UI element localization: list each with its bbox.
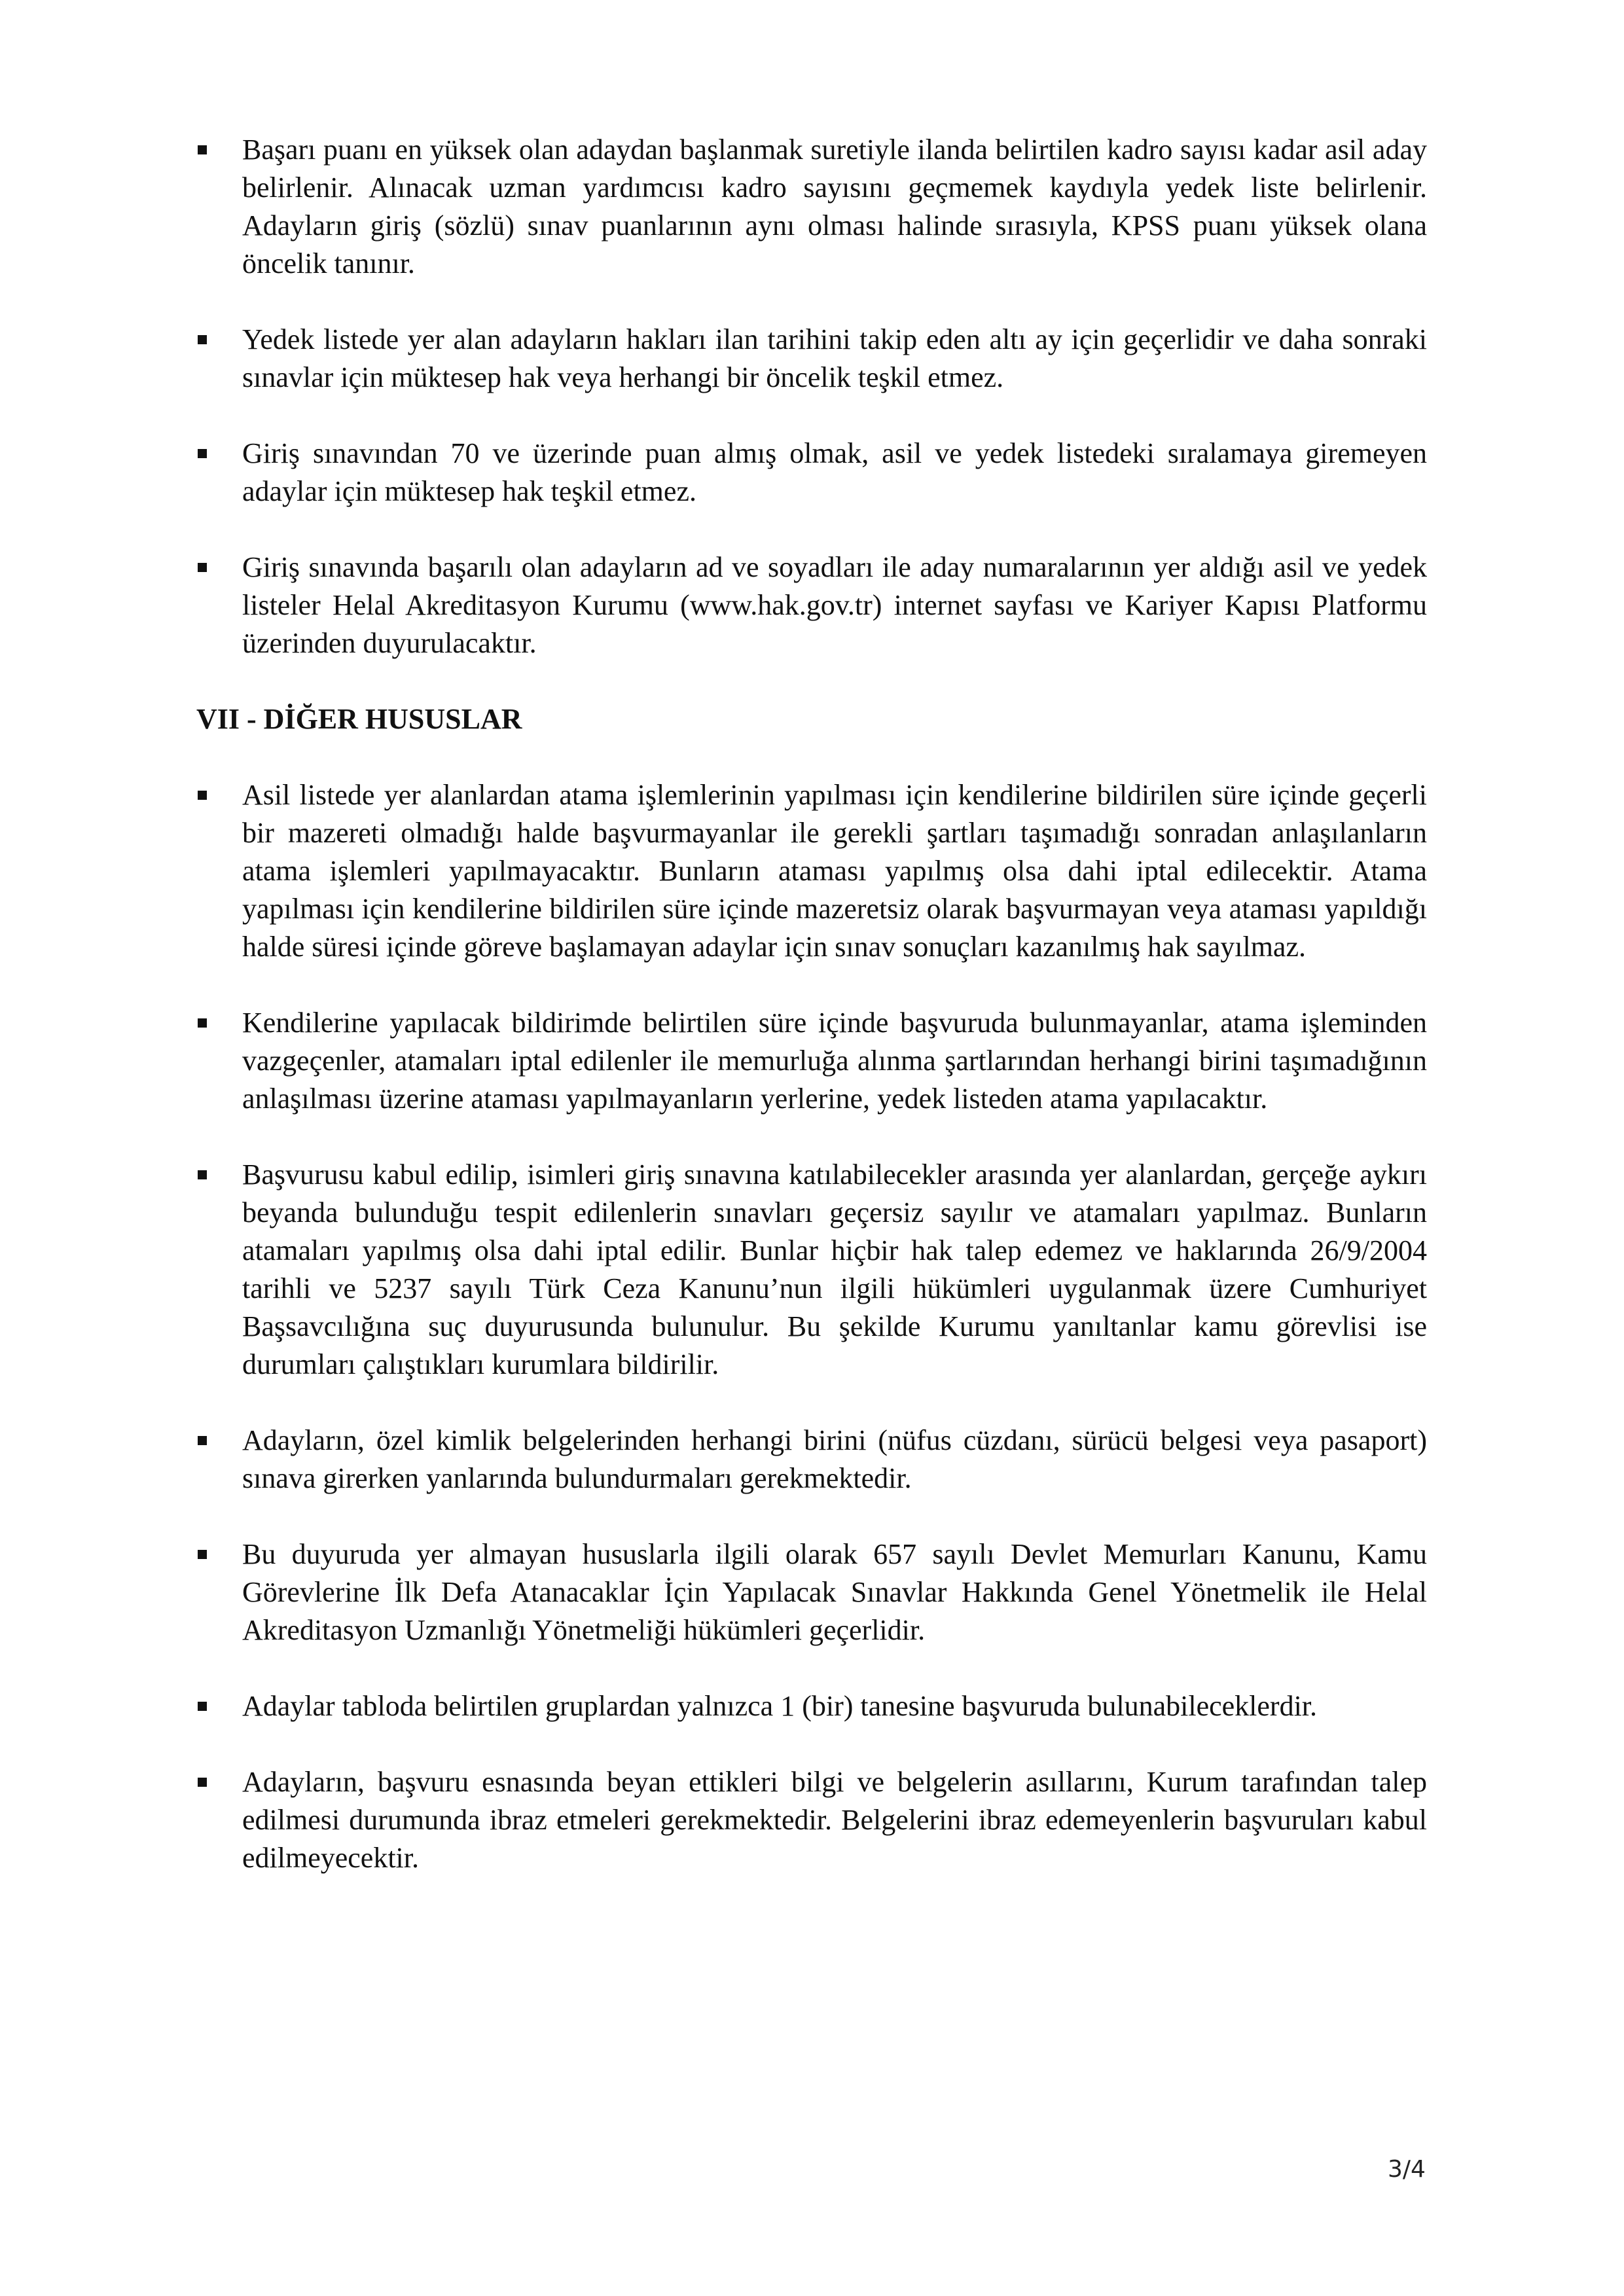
list-item-text: Yedek listede yer alan adayların hakları ilan tarihini takip eden altı ay için geçerlidir ve daha sonraki sınavlar için müktesep hak veya herhangi bir öncelik teşkil etmez. [242, 323, 1427, 393]
list-item-text: Asil listede yer alanlardan atama işlemlerinin yapılması için kendilerine bildirilen süre içinde geçerli bir mazereti olmadığı halde başvurmayanlar ile gerekli şartları taşımadığı sonradan anlaşılanların atama işlemleri yapılmayacaktır. Bunların ataması yapılmış olsa dahi iptal edilecektir. Atama yapılması için kendilerine bildirilen süre içinde mazeretsiz olarak başvurmayan veya ataması yapıldığı halde süresi içinde göreve başlamayan adaylar için sınav sonuçları kazanılmış hak sayılmaz. [242, 779, 1427, 963]
document-page [196, 131, 1427, 1915]
list-item-text: Bu duyuruda yer almayan hususlarla ilgili olarak 657 sayılı Devlet Memurları Kanunu, Kamu Görevlerine İlk Defa Atanacaklar İçin Yapılacak Sınavlar Hakkında Genel Yönetmelik ile Helal Akreditasyon Uzmanlığı Yönetmeliği hükümleri geçerlidir. [242, 1538, 1427, 1646]
list-item [196, 321, 1427, 397]
section-bullet-list [196, 776, 1427, 1877]
list-item-text: Adaylar tabloda belirtilen gruplardan yalnızca 1 (bir) tanesine başvuruda bulunabileceklerdir. [242, 1690, 1318, 1722]
square-bullet-icon [198, 335, 207, 344]
page-number: 3/4 [1388, 2156, 1426, 2183]
list-item [196, 1763, 1427, 1877]
square-bullet-icon [198, 791, 207, 800]
section-heading: VII - DİĞER HUSUSLAR [196, 703, 522, 735]
top-bullet-list [196, 131, 1427, 662]
square-bullet-icon [198, 1778, 207, 1787]
list-item [196, 1156, 1427, 1384]
list-item-text: Adayların, özel kimlik belgelerinden herhangi birini (nüfus cüzdanı, sürücü belgesi veya pasaport) sınava girerken yanlarında bulundurmaları gerekmektedir. [242, 1424, 1427, 1494]
square-bullet-icon [198, 1702, 207, 1711]
list-item [196, 776, 1427, 966]
list-item-text: Kendilerine yapılacak bildirimde belirtilen süre içinde başvuruda bulunmayanlar, atama işleminden vazgeçenler, atamaları iptal edilenler ile memurluğa alınma şartlarından herhangi birini taşımadığının anlaşılması üzerine ataması yapılmayanların yerlerine, yedek listeden atama yapılacaktır. [242, 1007, 1427, 1115]
square-bullet-icon [198, 563, 207, 572]
list-item-text: Giriş sınavından 70 ve üzerinde puan almış olmak, asil ve yedek listedeki sıralamaya giremeyen adaylar için müktesep hak teşkil etmez. [242, 437, 1427, 507]
square-bullet-icon [198, 145, 207, 154]
square-bullet-icon [198, 449, 207, 458]
list-item [196, 1004, 1427, 1118]
list-item [196, 1535, 1427, 1649]
list-item-text: Başarı puanı en yüksek olan adaydan başlanmak suretiyle ilanda belirtilen kadro sayısı kadar asil aday belirlenir. Alınacak uzman yardımcısı kadro sayısını geçmemek kaydıyla yedek liste belirlenir. Adayların giriş (sözlü) sınav puanlarının aynı olması halinde sırasıyla, KPSS puanı yüksek olana öncelik tanınır. [242, 134, 1427, 279]
list-item [196, 435, 1427, 511]
list-item-text: Giriş sınavında başarılı olan adayların ad ve soyadları ile aday numaralarının yer aldığı asil ve yedek listeler Helal Akreditasyon Kurumu (www.hak.gov.tr) internet sayfası ve Kariyer Kapısı Platformu üzerinden duyurulacaktır. [242, 551, 1427, 659]
list-item [196, 1687, 1427, 1725]
list-item-text: Başvurusu kabul edilip, isimleri giriş sınavına katılabilecekler arasında yer alanlardan, gerçeğe aykırı beyanda bulunduğu tespit edilenlerin sınavları geçersiz sayılır ve atamaları yapılmaz. Bunların atamaları yapılmış olsa dahi iptal edilir. Bunlar hiçbir hak talep edemez ve haklarında 26/9/2004 tarihli ve 5237 sayılı Türk Ceza Kanunu’nun ilgili hükümleri uygulanmak üzere Cumhuriyet Başsavcılığına suç duyurusunda bulunulur. Bu şekilde Kurumu yanıltanlar kamu görevlisi ise durumları çalıştıkları kurumlara bildirilir. [242, 1158, 1427, 1380]
square-bullet-icon [198, 1018, 207, 1028]
square-bullet-icon [198, 1550, 207, 1559]
list-item [196, 131, 1427, 283]
square-bullet-icon [198, 1170, 207, 1179]
square-bullet-icon [198, 1436, 207, 1445]
list-item [196, 1422, 1427, 1498]
list-item [196, 548, 1427, 662]
list-item-text: Adayların, başvuru esnasında beyan ettikleri bilgi ve belgelerin asıllarını, Kurum tarafından talep edilmesi durumunda ibraz etmeleri gerekmektedir. Belgelerini ibraz edemeyenlerin başvuruları kabul edilmeyecektir. [242, 1766, 1427, 1874]
